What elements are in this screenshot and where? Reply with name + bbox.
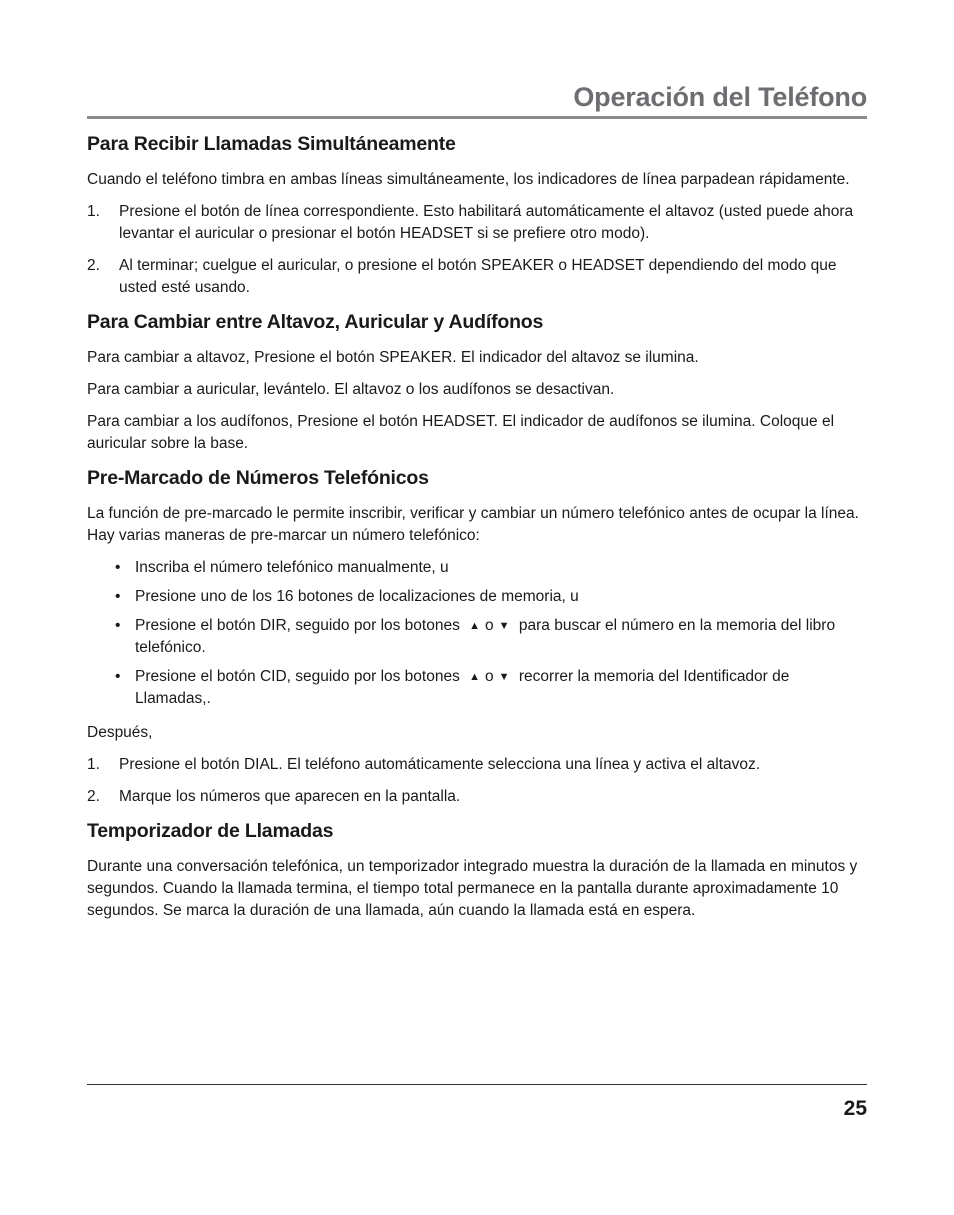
list-item (115, 557, 867, 579)
paragraph: Para cambiar a altavoz, Presione el botón SPEAKER. El indicador del altavoz se ilumina. (87, 349, 699, 366)
bullet-icon: • (115, 617, 121, 634)
bullet-text-pre: Presione el botón DIR, seguido por los botones (135, 617, 460, 634)
section-heading: Para Recibir Llamadas Simultáneamente (87, 133, 456, 155)
step-number: 1. (87, 203, 100, 220)
bullet-text-pre: Presione el botón CID, seguido por los botones (135, 668, 460, 685)
up-arrow-icon: ▲ (469, 620, 481, 632)
step-number: 1. (87, 756, 100, 773)
list-item (115, 666, 867, 710)
bullet-text-post: recorrer la memoria del Identificador de Llamadas,. (135, 668, 790, 707)
step-number: 2. (87, 257, 100, 274)
bullet-text: Presione uno de los 16 botones de localizaciones de memoria, u (135, 588, 579, 605)
step-text: Presione el botón DIAL. El teléfono automáticamente selecciona una línea y activa el altavoz. (119, 756, 761, 773)
step-text: Presione el botón de línea correspondiente. Esto habilitará automáticamente el altavoz (usted puede ahora levantar el auricular o presionar el botón HEADSET si se prefiere otro modo). (119, 203, 854, 242)
list-item (87, 255, 867, 299)
list-item (87, 201, 867, 245)
step-text: Marque los números que aparecen en la pantalla. (119, 788, 461, 805)
bullet-text (135, 666, 867, 710)
section-recibir (87, 131, 867, 299)
bullet-text-post: para buscar el número en la memoria del libro telefónico. (135, 617, 836, 656)
step-number: 2. (87, 788, 100, 805)
list-item (87, 786, 867, 808)
section-heading: Pre-Marcado de Números Telefónicos (87, 467, 429, 489)
or-text: o (485, 668, 494, 685)
bullet-text (135, 615, 867, 659)
footer-rule (87, 1084, 867, 1085)
section-temporizador (87, 818, 867, 922)
section-intro: La función de pre-marcado le permite inscribir, verificar y cambiar un número telefónico antes de ocupar la línea. Hay varias maneras de pre-marcar un número telefónico: (87, 505, 859, 544)
section-premarcado (87, 465, 867, 808)
paragraph: Para cambiar a auricular, levántelo. El altavoz o los audífonos se desactivan. (87, 381, 615, 398)
section-cambiar (87, 309, 867, 455)
paragraph: Durante una conversación telefónica, un temporizador integrado muestra la duración de la llamada en minutos y segundos. Cuando la llamada termina, el tiempo total permanece en la pantalla durante aproximadamente 10 segundos. Se marca la duración de una llamada, aún cuando la llamada está en espera. (87, 858, 858, 919)
paragraph: Para cambiar a los audífonos, Presione el botón HEADSET. El indicador de audífonos se ilumina. Coloque el auricular sobre la base. (87, 413, 835, 452)
down-arrow-icon: ▼ (498, 671, 510, 683)
page-number: 25 (843, 1097, 867, 1120)
section-intro: Cuando el teléfono timbra en ambas líneas simultáneamente, los indicadores de línea parpadean rápidamente. (87, 171, 850, 188)
section-heading: Temporizador de Llamadas (87, 820, 334, 842)
step-text: Al terminar; cuelgue el auricular, o presione el botón SPEAKER o HEADSET dependiendo del modo que usted esté usando. (119, 257, 837, 296)
section-heading: Para Cambiar entre Altavoz, Auricular y Audífonos (87, 311, 544, 333)
bullet-text: Inscriba el número telefónico manualmente, u (135, 559, 449, 576)
up-arrow-icon: ▲ (469, 671, 481, 683)
header-rule (87, 116, 867, 119)
bullet-icon: • (115, 588, 121, 605)
page-content (87, 131, 867, 932)
paragraph: Después, (87, 724, 153, 741)
bullet-icon: • (115, 559, 121, 576)
list-item (87, 754, 867, 776)
or-text: o (485, 617, 494, 634)
bullet-icon: • (115, 668, 121, 685)
down-arrow-icon: ▼ (498, 620, 510, 632)
list-item (115, 586, 867, 608)
page-title: Operación del Teléfono (573, 82, 867, 112)
list-item (115, 615, 867, 659)
